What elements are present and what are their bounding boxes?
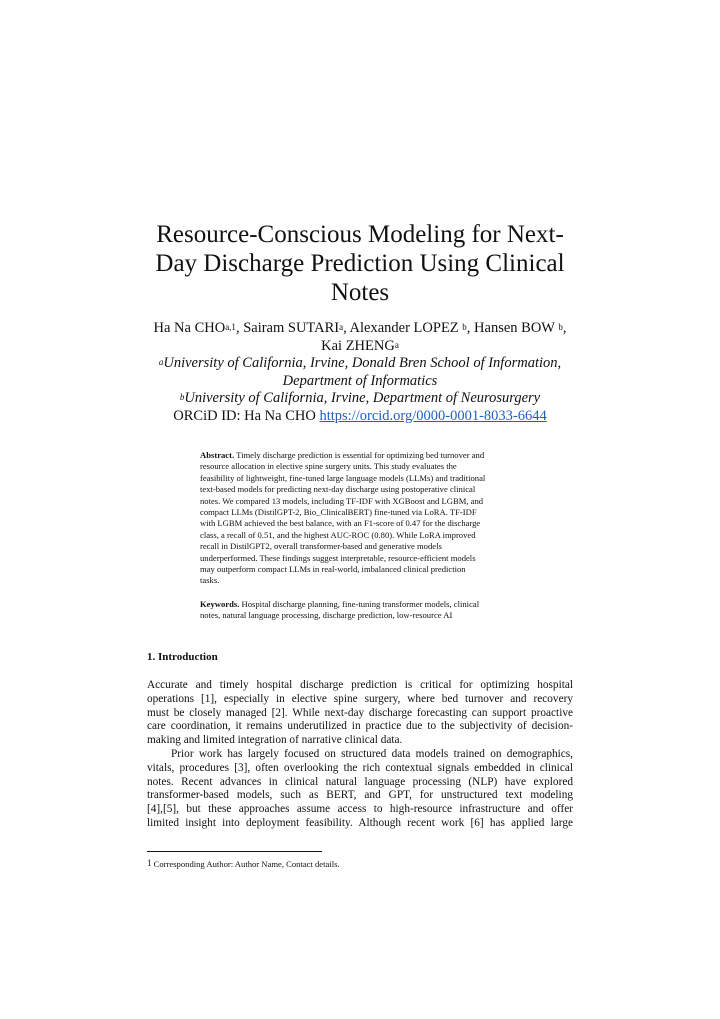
keywords [200,599,522,622]
affil-text: University of California, Irvine, Department of Neurosurgery [184,390,541,406]
footnote-text: Corresponding Author: Author Name, Contact details. [151,859,340,869]
paragraph-line: transformer-based models, such as BERT, and GPT, for unstructured text modeling [147,789,573,802]
author-name: , Alexander LOPEZ [343,320,463,336]
paragraph-line: vitals, procedures [3], often overlooking the rich contextual signals embedded in clinical [147,761,573,774]
abstract-line: text-based models for predicting next-day discharge using postoperative clinical [200,484,476,495]
body-text [147,679,573,831]
footnote-mark: 1 [147,858,152,868]
orcid-label: ORCiD ID: Ha Na CHO [173,407,320,424]
affil-mark: b [179,392,185,402]
author-affil-mark: b [558,322,563,332]
affiliation-b [110,390,610,408]
keywords-line: Keywords. Hospital discharge planning, fine-tuning transformer models, clinical [200,599,480,609]
abstract-line: feasibility of lightweight, fine-tuned large language models (LLMs) and traditional [200,472,486,483]
abstract-label: Abstract. [200,450,235,460]
author-name: Ha Na CHO [153,320,226,336]
abstract-line: underperformed. These findings suggest interpretable, resource-efficient models [200,552,476,563]
author-line [110,320,610,338]
author-name: Kai ZHENG [321,337,395,354]
author-affil-mark: a [339,322,344,332]
abstract-line: resource allocation in elective spine surgery units. This study evaluates the [200,461,457,472]
keywords-label: Keywords. [200,599,240,609]
author-name: , Sairam SUTARI [235,320,340,336]
paragraph-line: [4],[5], but these approaches assume access to high-resource infrastructure and offer [147,803,573,816]
orcid-line [110,408,610,426]
affiliation-a-cont: Department of Informatics [282,372,438,389]
paragraph-line: care coordination, it remains underutilized in practice due to the subjectivity of decision- [147,720,573,733]
paper-title [110,220,610,307]
abstract-line: with LGBM achieved the best balance, with an F1-score of 0.47 for the discharge [200,518,481,529]
title-line: Resource-Conscious Modeling for Next- [156,221,564,248]
section-heading: 1. Introduction [147,651,218,663]
abstract-line: recall in DistilGPT2, overall transformer-based and generative models [200,541,442,552]
abstract-line: class, a recall of 0.51, and the highest AUC-ROC (0.80). While LoRA improved [200,529,476,540]
affil-text: University of California, Irvine, Donald Bren School of Information, [163,355,562,371]
keywords-line: notes, natural language processing, discharge prediction, low-resource AI [200,610,453,621]
abstract-line: Abstract. Timely discharge prediction is essential for optimizing bed turnover and [200,450,485,460]
abstract-line: notes. We compared 13 models, including TF-IDF with XGBoost and LGBM, and [200,495,484,506]
author-block [110,320,610,425]
abstract [200,450,522,587]
paragraph-line: notes. Recent advances in clinical natural language processing (NLP) have explored [147,775,573,788]
author-affil-mark: b [462,322,467,332]
footnote [147,858,340,870]
paragraph-line: Prior work has largely focused on structured data models trained on demographics, [171,747,573,760]
author-separator: , [562,320,567,336]
author-name: , Hansen BOW [466,320,559,336]
paragraph-line: making and limited integration of narrative clinical data. [147,734,403,747]
author-line [110,338,610,356]
title-line: Day Discharge Prediction Using Clinical [155,250,565,277]
affiliation-a [110,355,610,373]
paragraph-line: limited insight into deployment feasibility. Although recent work [6] has applied large [147,816,573,829]
affil-mark: a [158,357,164,367]
title-line: Notes [330,279,390,306]
orcid-link[interactable]: https://orcid.org/0000-0001-8033-6644 [319,407,547,424]
abstract-line: compact LLMs (DistilGPT-2, Bio_ClinicalBERT) fine-tuned via LoRA. TF-IDF [200,507,477,518]
author-affil-mark: a [394,339,399,350]
paragraph-line: must be closely managed [2]. While next-day discharge forecasting can support proactive [147,706,573,719]
paragraph-line: operations [1], especially in elective spine surgery, where bed turnover and recovery [147,692,573,705]
footnote-rule [147,851,322,852]
abstract-line: tasks. [200,575,220,586]
abstract-line: may outperform compact LLMs in real-world, imbalanced clinical prediction [200,564,466,575]
author-affil-mark: a,1 [225,322,236,332]
paragraph-line: Accurate and timely hospital discharge prediction is critical for optimizing hospital [147,679,573,691]
